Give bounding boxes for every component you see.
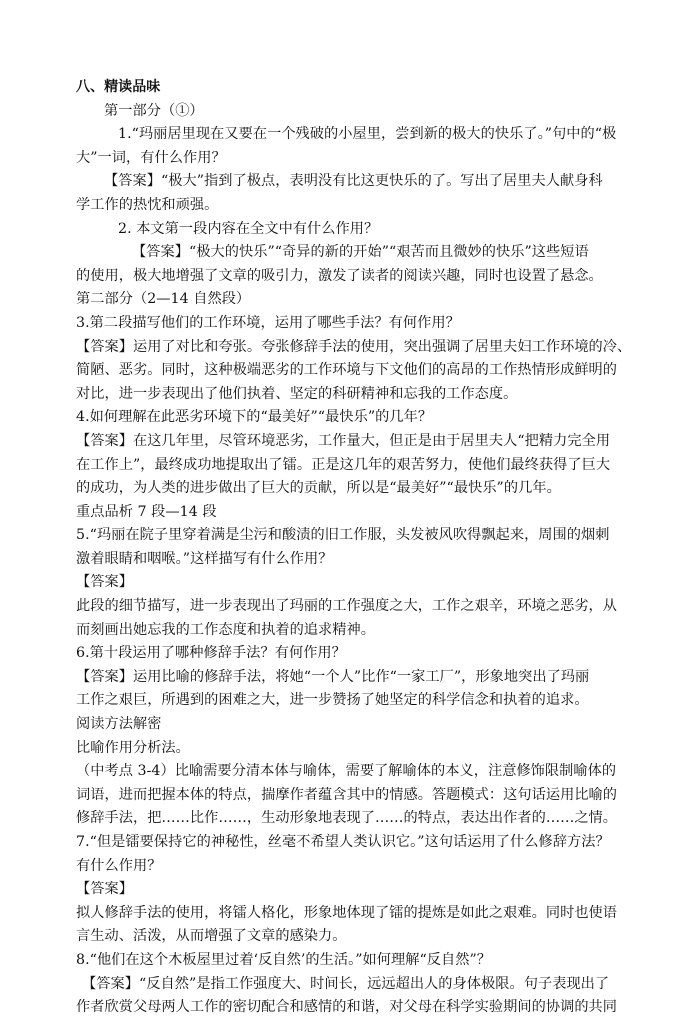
- part-heading-2: 第二部分（2—14 自然段）: [76, 291, 251, 308]
- document-page: [76, 76, 632, 1020]
- question-4: 4.如何理解在此恶劣环境下的“最美好”“最快乐”的几年？: [76, 409, 433, 426]
- method-text-cont: 词语，进而把握本体的特点，揣摩作者蕴含其中的情感。答题模式：这句话运用比喻的: [76, 786, 618, 803]
- answer-3-cont: 对比，进一步表现出了他们执着、坚定的科研精神和忘我的工作态度。: [76, 385, 518, 402]
- method-heading: 阅读方法解密: [76, 716, 162, 733]
- question-1-cont: 大”一词，有什么作用？: [76, 149, 226, 166]
- section-heading: 八、精读品味: [76, 79, 161, 95]
- answer-6: 【答案】运用比喻的修辞手法，将她“一个人”比作“一家工厂”，形象地突出了玛丽: [76, 668, 590, 685]
- answer-5-cont: 而刻画出她忘我的工作态度和执着的追求精神。: [76, 621, 375, 638]
- answer-4-cont: 的成功，为人类的进步做出了巨大的贡献，所以是“最美好”“最快乐”的几年。: [76, 480, 561, 497]
- answer-8: 【答案】“反自然”是指工作强度大、时间长，远远超出人的身体极限。句子表现出了: [82, 975, 610, 992]
- method-text-cont: 修辞手法，把……比作……，生动形象地表现了……的特点，表达出作者的……之情。: [76, 810, 618, 827]
- question-2: 2. 本文第一段内容在全文中有什么作用？: [118, 220, 379, 237]
- method-title: 比喻作用分析法。: [76, 739, 190, 756]
- question-5: 5.“玛丽在院子里穿着满是尘污和酸渍的旧工作服，头发被风吹得飘起来，周围的烟刺: [76, 527, 610, 544]
- method-text: （中考点 3-4）比喻需要分清本体与喻体，需要了解喻体的本义，注意修饰限制喻体的: [76, 763, 617, 780]
- answer-1: 【答案】“极大”指到了极点，表明没有比这更快乐的了。写出了居里夫人献身科: [104, 173, 603, 190]
- question-1: 1.“玛丽居里现在又要在一个残破的小屋里，尝到新的极大的快乐了。”句中的“极: [118, 126, 617, 143]
- focus-heading: 重点品析 7 段—14 段: [76, 503, 217, 520]
- answer-5: 此段的细节描写，进一步表现出了玛丽的工作强度之大，工作之艰辛，环境之恶劣，从: [76, 598, 618, 615]
- answer-8-cont: 作者欣赏父母两人工作的密切配合和感情的和谐，对父母在科学实验期间的协调的共同: [76, 999, 618, 1016]
- question-7: 7.“但是镭要保持它的神秘性，丝毫不希望人类认识它。”这句话运用了什么修辞方法？: [76, 834, 610, 850]
- answer-5-label: 【答案】: [76, 574, 133, 591]
- answer-3-cont: 简陋、恶劣。同时，这种极端恶劣的工作环境与下文他们的高昂的工作热情形成鲜明的: [76, 362, 618, 379]
- answer-2: 【答案】“极大的快乐”“奇异的新的开始”“艰苦而且微妙的快乐”这些短语: [132, 244, 589, 261]
- question-5-cont: 激着眼睛和咽喉。”这样描写有什么作用？: [76, 550, 333, 567]
- answer-4-cont: 在工作上”，最终成功地提取出了镭。正是这几年的艰苦努力，使他们最终获得了巨大: [76, 456, 611, 473]
- answer-7-label: 【答案】: [76, 881, 133, 898]
- answer-7: 拟人修辞手法的使用，将镭人格化，形象地体现了镭的提炼是如此之艰难。同时也使语: [76, 904, 618, 921]
- question-8: 8.“他们在这个木板屋里过着‘反自然’的生活。”如何理解“反自然”？: [76, 951, 492, 968]
- answer-2-cont: 的使用，极大地增强了文章的吸引力，激发了读者的阅读兴趣，同时也设置了悬念。: [76, 267, 603, 284]
- answer-7-cont: 言生动、活泼，从而增强了文章的感染力。: [76, 928, 347, 945]
- question-3: 3.第二段描写他们的工作环境，运用了哪些手法？有何作用？: [76, 314, 460, 331]
- answer-6-cont: 工作之艰巨，所遇到的困难之大，进一步赞扬了她坚定的科学信念和执着的追求。: [76, 692, 589, 709]
- question-7-cont: 有什么作用？: [76, 857, 162, 874]
- answer-3: 【答案】运用了对比和夸张。夸张修辞手法的使用，突出强调了居里夫妇工作环境的冷、: [76, 338, 632, 355]
- answer-4: 【答案】在这几年里，尽管环境恶劣，工作量大，但正是由于居里夫人“把精力完全用: [76, 432, 611, 449]
- answer-1-cont: 学工作的热忱和顽强。: [76, 196, 219, 213]
- part-heading: 第一部分（①）: [104, 102, 204, 119]
- question-6: 6.第十段运用了哪种修辞手法？有何作用？: [76, 645, 346, 662]
